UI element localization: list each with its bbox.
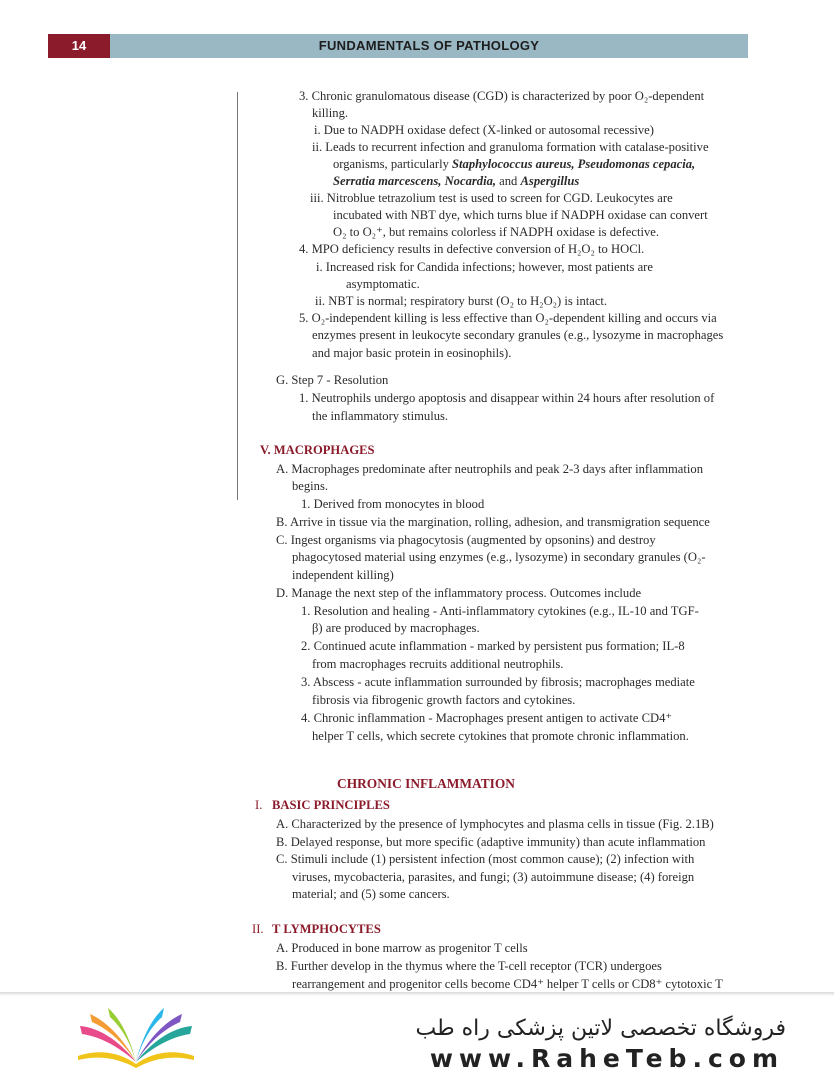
text-line: D. Manage the next step of the inflammatory process. Outcomes include [276, 586, 642, 600]
text-fragment: organisms, particularly [333, 157, 449, 171]
organism-names: Staphylococcus aureus, Pseudomonas cepacia, [452, 157, 696, 171]
text-line: 1. Resolution and healing - Anti-inflammatory cytokines (e.g., IL-10 and TGF- [301, 604, 699, 618]
text-line-mixed [333, 156, 695, 172]
organism-names: Aspergillus [520, 174, 580, 188]
text-line: A. Produced in bone marrow as progenitor T cells [276, 941, 528, 955]
text-line: 4. MPO deficiency results in defective conversion of H₂O₂ to HOCl. [299, 242, 645, 256]
text-line: killing. [312, 106, 349, 120]
text-line: 3. Abscess - acute inflammation surrounded by fibrosis; macrophages mediate [301, 675, 695, 689]
text-line: A. Macrophages predominate after neutrophils and peak 2-3 days after inflammation [276, 462, 703, 476]
text-line: enzymes present in leukocyte secondary granules (e.g., lysozyme in macrophages [312, 328, 724, 342]
text-line: begins. [292, 479, 329, 493]
store-name: فروشگاه تخصصی لاتین پزشکی راه طب [415, 1016, 786, 1041]
text-line: ii. Leads to recurrent infection and granuloma formation with catalase-positive [312, 140, 709, 154]
store-url[interactable]: www.RaheTeb.com [429, 1044, 784, 1073]
book-title: FUNDAMENTALS OF PATHOLOGY [110, 34, 748, 58]
text-line: phagocytosed material using enzymes (e.g., lysozyme) in secondary granules (O₂- [292, 550, 706, 564]
open-book-logo-icon [72, 1004, 200, 1070]
roman-numeral: I. [255, 798, 263, 812]
text-line: fibrosis via fibrogenic growth factors and cytokines. [312, 693, 576, 707]
text-line: i. Due to NADPH oxidase defect (X-linked or autosomal recessive) [314, 123, 654, 137]
subheading: G. Step 7 - Resolution [276, 373, 389, 387]
page-number: 14 [48, 34, 110, 58]
text-line: i. Increased risk for Candida infections; however, most patients are [316, 260, 653, 274]
text-line: O₂ to O₂⁺, but remains colorless if NADPH oxidase is defective. [333, 225, 660, 239]
text-line: 2. Continued acute inflammation - marked by persistent pus formation; IL-8 [301, 639, 685, 653]
chapter-section-title: CHRONIC INFLAMMATION [337, 776, 515, 791]
organism-names: Serratia marcescens, Nocardia, [333, 174, 497, 188]
section-heading: T LYMPHOCYTES [272, 922, 381, 936]
text-line: ii. NBT is normal; respiratory burst (O₂ to H₂O₂) is intact. [315, 294, 608, 308]
text-line: from macrophages recruits additional neutrophils. [312, 657, 564, 671]
text-line: B. Delayed response, but more specific (adaptive immunity) than acute inflammation [276, 835, 706, 849]
text-line: C. Ingest organisms via phagocytosis (augmented by opsonins) and destroy [276, 533, 656, 547]
text-line: independent killing) [292, 568, 394, 582]
text-line: 3. Chronic granulomatous disease (CGD) is characterized by poor O₂-dependent [299, 89, 705, 103]
text-line: β) are produced by macrophages. [312, 621, 480, 635]
section-heading: BASIC PRINCIPLES [272, 798, 390, 812]
text-line-mixed [333, 173, 579, 189]
text-fragment: and [499, 174, 518, 188]
roman-numeral: II. [252, 922, 264, 936]
text-line: rearrangement and progenitor cells become CD4⁺ helper T cells or CD8⁺ cytotoxic T [292, 977, 723, 991]
text-line: C. Stimuli include (1) persistent infection (most common cause); (2) infection with [276, 852, 695, 866]
text-line: incubated with NBT dye, which turns blue if NADPH oxidase can convert [333, 208, 708, 222]
text-line: 4. Chronic inflammation - Macrophages present antigen to activate CD4⁺ [301, 711, 673, 725]
margin-rule [237, 92, 238, 500]
text-line: B. Further develop in the thymus where the T-cell receptor (TCR) undergoes [276, 959, 662, 973]
text-line: and major basic protein in eosinophils). [312, 346, 512, 360]
text-line: iii. Nitroblue tetrazolium test is used to screen for CGD. Leukocytes are [310, 191, 673, 205]
text-line: A. Characterized by the presence of lymphocytes and plasma cells in tissue (Fig. 2.1B) [276, 817, 714, 831]
text-line: helper T cells, which secrete cytokines that promote chronic inflammation. [312, 729, 689, 743]
text-line: material; and (5) some cancers. [292, 887, 450, 901]
text-line: the inflammatory stimulus. [312, 409, 449, 423]
footer-divider [0, 992, 834, 996]
section-heading: V. MACROPHAGES [260, 443, 375, 457]
text-line: 1. Neutrophils undergo apoptosis and disappear within 24 hours after resolution of [299, 391, 715, 405]
text-line: asymptomatic. [346, 277, 420, 291]
text-line: 5. O₂-independent killing is less effective than O₂-dependent killing and occurs via [299, 311, 717, 325]
text-line: viruses, mycobacteria, parasites, and fungi; (3) autoimmune disease; (4) foreign [292, 870, 695, 884]
text-line: B. Arrive in tissue via the margination, rolling, adhesion, and transmigration sequence [276, 515, 710, 529]
text-line: 1. Derived from monocytes in blood [301, 497, 485, 511]
